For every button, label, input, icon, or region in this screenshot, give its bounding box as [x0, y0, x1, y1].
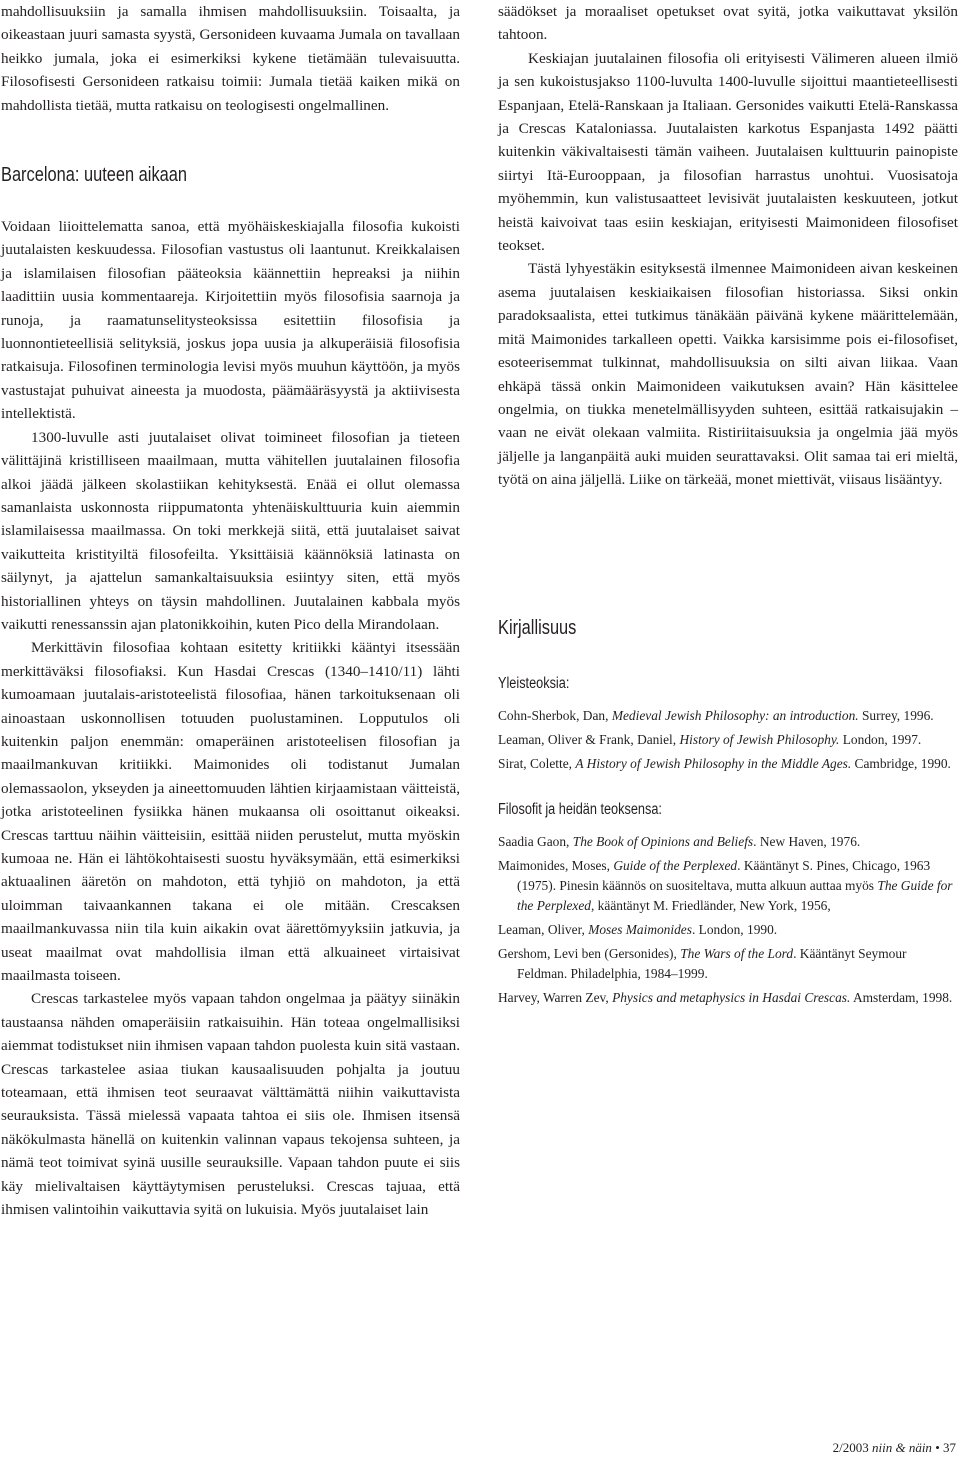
- reference-item: Cohn-Sherbok, Dan, Medieval Jewish Philosophy: an introduction. Surrey, 1996.: [498, 707, 934, 723]
- section-heading: Barcelona: uuteen aikaan: [1, 164, 188, 187]
- reference-item: Sirat, Colette, A History of Jewish Philosophy in the Middle Ages. Cambridge, 1990.: [498, 755, 951, 771]
- bibliography-heading: Kirjallisuus: [498, 616, 577, 639]
- left-column: [1, 0, 460, 1222]
- page-footer: [833, 1440, 956, 1456]
- bibliography: [498, 674, 958, 1008]
- footer-separator: •: [935, 1440, 940, 1455]
- body-paragraph: Merkittävin filosofiaa kohtaan esitetty kritiikki kääntyi itsessään merkittäväksi filosofiaksi. Kun Hasdai Crescas (1340–1410/11) lähti kumoamaan juutalais-aristoteelistä filosofiaa, hänen tarkoituksenaan oli ainoastaan uskonnollisen totuuden puolustaminen. Lopputulos oli kuitenkin paljon enemmän: omaperäinen aristoteelisen filosofian ja maailmankuvan kritiikki. Maimonides oli todistanut Jumalan olemassaolon, ykseyden ja aineettomuuden lähtien kirjaamistaan väitteistä, jotka aristoteelinen fysiikka hänen mukaansa oli osoittanut oikeaksi. Crescas tarttuu näihin väitteisiin, esittää niiden perustelut, mutta myöskin kumoaa ne. Hän ei lähtökohtaisesti suostu hyväksymään, että esimerkiksi aktuaalinen ääretön on mahdoton, että tyhjiö on mahdoton, ja että uloimman taivaankannen takana ei ole mitään. Crescaksen maailmankuvassa niin tila kuin aikakin ovat äärettömyyksiin jatkuvia, ja useat maailmat ovat mahdollisia ilman että alkuaineet virtaisivat maailmasta toiseen.: [1, 639, 460, 985]
- reference-item: Leaman, Oliver & Frank, Daniel, History of Jewish Philosophy. London, 1997.: [498, 731, 922, 747]
- right-column: [498, 0, 958, 1012]
- primary-works-heading: Filosofit ja heidän teoksensa:: [498, 800, 662, 818]
- magazine-name: niin & näin: [871, 1440, 932, 1455]
- body-paragraph: Crescas tarkastelee myös vapaan tahdon ongelmaa ja päätyy siinäkin taustaansa nähden omaperäisiin ratkaisuihin. Hän toteaa ongelmallisiksi aiemmat todistukset niin ihmisen vapaan tahdon puolesta kuin sitä vastaan. Crescas tarkastelee asiaa tiukan kausaalisuuden pohjalta ja joutuu toteamaan, että ihmisen teot seuraavat välttämättä niihin vaikuttavista seurauksista. Tässä mielessä vapaata tahtoa ei siis ole. Ihmisen itsensä näkökulmasta hänellä on kuitenkin valinnan vapaus tekojensa suhteen, ja nämä teot toimivat syinä uusille seurauksille. Vapaan tahdon puute ei siis käy mielivaltaisen käyttäytymisen perusteluksi. Crescas tajuaa, että ihmisen valintoihin vaikuttavia syitä on lukuisia. Myös juutalaiset lain: [1, 990, 460, 1219]
- body-paragraph: säädökset ja moraaliset opetukset ovat syitä, jotka vaikuttavat yksilön tahtoon.: [498, 3, 958, 44]
- page-number: 37: [943, 1440, 956, 1455]
- reference-item: Saadia Gaon, The Book of Opinions and Beliefs. New Haven, 1976.: [498, 833, 861, 849]
- reference-item: Leaman, Oliver, Moses Maimonides. London, 1990.: [498, 921, 778, 937]
- body-paragraph: Voidaan liioittelematta sanoa, että myöhäiskeskiajalla filosofia kukoisti juutalaisten keskuudessa. Filosofian vastustus oli laantunut. Kreikkalaisen ja islamilaisen filosofian pääteoksia käännettiin hepreaksi ja niihin laadittiin uusia kommentaareja. Kirjoitettiin myös filosofisia saarnoja ja runoja, ja raamatunselitysteoksissa esitettiin filosofisia ja luonnontieteellisiä selityksiä, joskus jopa uusia ja alkuperäisiä filosofisia ratkaisuja. Filosofinen terminologia levisi myös muuhun käyttöön, ja myös vastustajat puhuivat aineesta ja muodosta, päämääräsyystä ja aktiivisesta intellektistä.: [1, 218, 460, 423]
- body-paragraph: Tästä lyhyestäkin esityksestä ilmennee Maimonideen aivan keskeinen asema juutalaisen keskiaikaisen filosofian historiassa. Siksi onkin paradoksaalista, ettei tutkimus tänäkään päivänä kykene määrittelemään, mitä Maimonides tarkalleen opetti. Vaikka karsisimme pois ei-filosofiset, esoteerisemmat tulkinnat, mahdollisuuksia on silti aivan liikaa. Vaan ehkäpä tässä onkin Maimonideen vaikutuksen avain? Hän käsittelee ongelmia, on tiukka menetelmällisyyden suhteen, esittää ratkaisujakin – vaan ne eivät olekaan valmiita. Ristiriitaisuuksia ja ongelmia jää myös jäljelle ja langanpäitä auki muiden seurattavaksi. Olit samaa tai eri mieltä, työtä on aina jäljellä. Liike on tärkeää, monet miettivät, viisaus lisääntyy.: [498, 260, 958, 489]
- intro-paragraph: mahdollisuuksiin ja samalla ihmisen mahdollisuuksiin. Toisaalta, ja oikeastaan juuri samasta syystä, Gersonideen kuvaama Jumala on tavallaan heikko jumala, joka ei esimerkiksi kykene tietämään tulevaisuutta. Filosofisesti Gersonideen ratkaisu toimii: Jumala tietää kaiken mikä on mahdollista tietää, mutta ratkaisu on teologisesti ongelmallinen.: [1, 3, 460, 114]
- reference-item: Gershom, Levi ben (Gersonides), The Wars of the Lord. Kääntänyt Seymour Feldman. Philadelphia, 1984–1999.: [498, 945, 907, 981]
- general-works-heading: Yleisteoksia:: [498, 674, 570, 692]
- body-paragraph: Keskiajan juutalainen filosofia oli erityisesti Välimeren alueen ilmiö ja sen kukoistusjakso 1100-luvulta 1400-luvulle sijoittui maantieteellisesti Espanjaan, Etelä-Ranskaan ja Italiaan. Gersonides vaikutti Etelä-Ranskassa ja Crescas Kataloniassa. Juutalaisten karkotus Espanjasta 1492 päätti kuitenkin väkivaltaisesti tämän vaiheen. Juutalaisen kulttuurin painopiste siirtyi Itä-Eurooppaan, ja filosofian harrastus unohtui. Vuosisatoja myöhemmin, kun valistusaatteet levisivät juutalaisten keskuuteen, jotkut heistä kaivoivat taas esiin keskiajan, erityisesti Maimonideen filosofiset teokset.: [498, 49, 958, 255]
- reference-item: Harvey, Warren Zev, Physics and metaphysics in Hasdai Crescas. Amsterdam, 1998.: [498, 989, 953, 1005]
- reference-item: Maimonides, Moses, Guide of the Perplexed. Kääntänyt S. Pines, Chicago, 1963 (1975). Pinesin käännös on suositeltava, mutta alkuun auttaa myös The Guide for the Perplexed, kääntänyt M. Friedländer, New York, 1956,: [498, 857, 953, 913]
- body-paragraph: 1300-luvulle asti juutalaiset olivat toimineet filosofian ja tieteen välittäjinä kristilliseen maailmaan, mutta vähitellen juutalainen filosofia alkoi jäädä jälkeen skolastiikan kehityksestä. Enää ei ollut olemassa samanlaista uskonnosta riippumatonta yhtenäiskulttuuria kuin aiemmin islamilaisessa maailmassa. On toki merkkejä siitä, että juutalaiset saivat vaikutteita kristityiltä filosofeilta. Yksittäisiä käännöksiä latinasta on säilynyt, ja ajattelun samankaltaisuuksia esiintyy siten, että myös historiallinen yhteys on täysin mahdollinen. Juutalainen kabbala myös vaikutti renessanssin ajan platonikkoihin, kuten Pico della Mirandolaan.: [1, 428, 460, 633]
- issue-number: 2/2003: [832, 1440, 869, 1455]
